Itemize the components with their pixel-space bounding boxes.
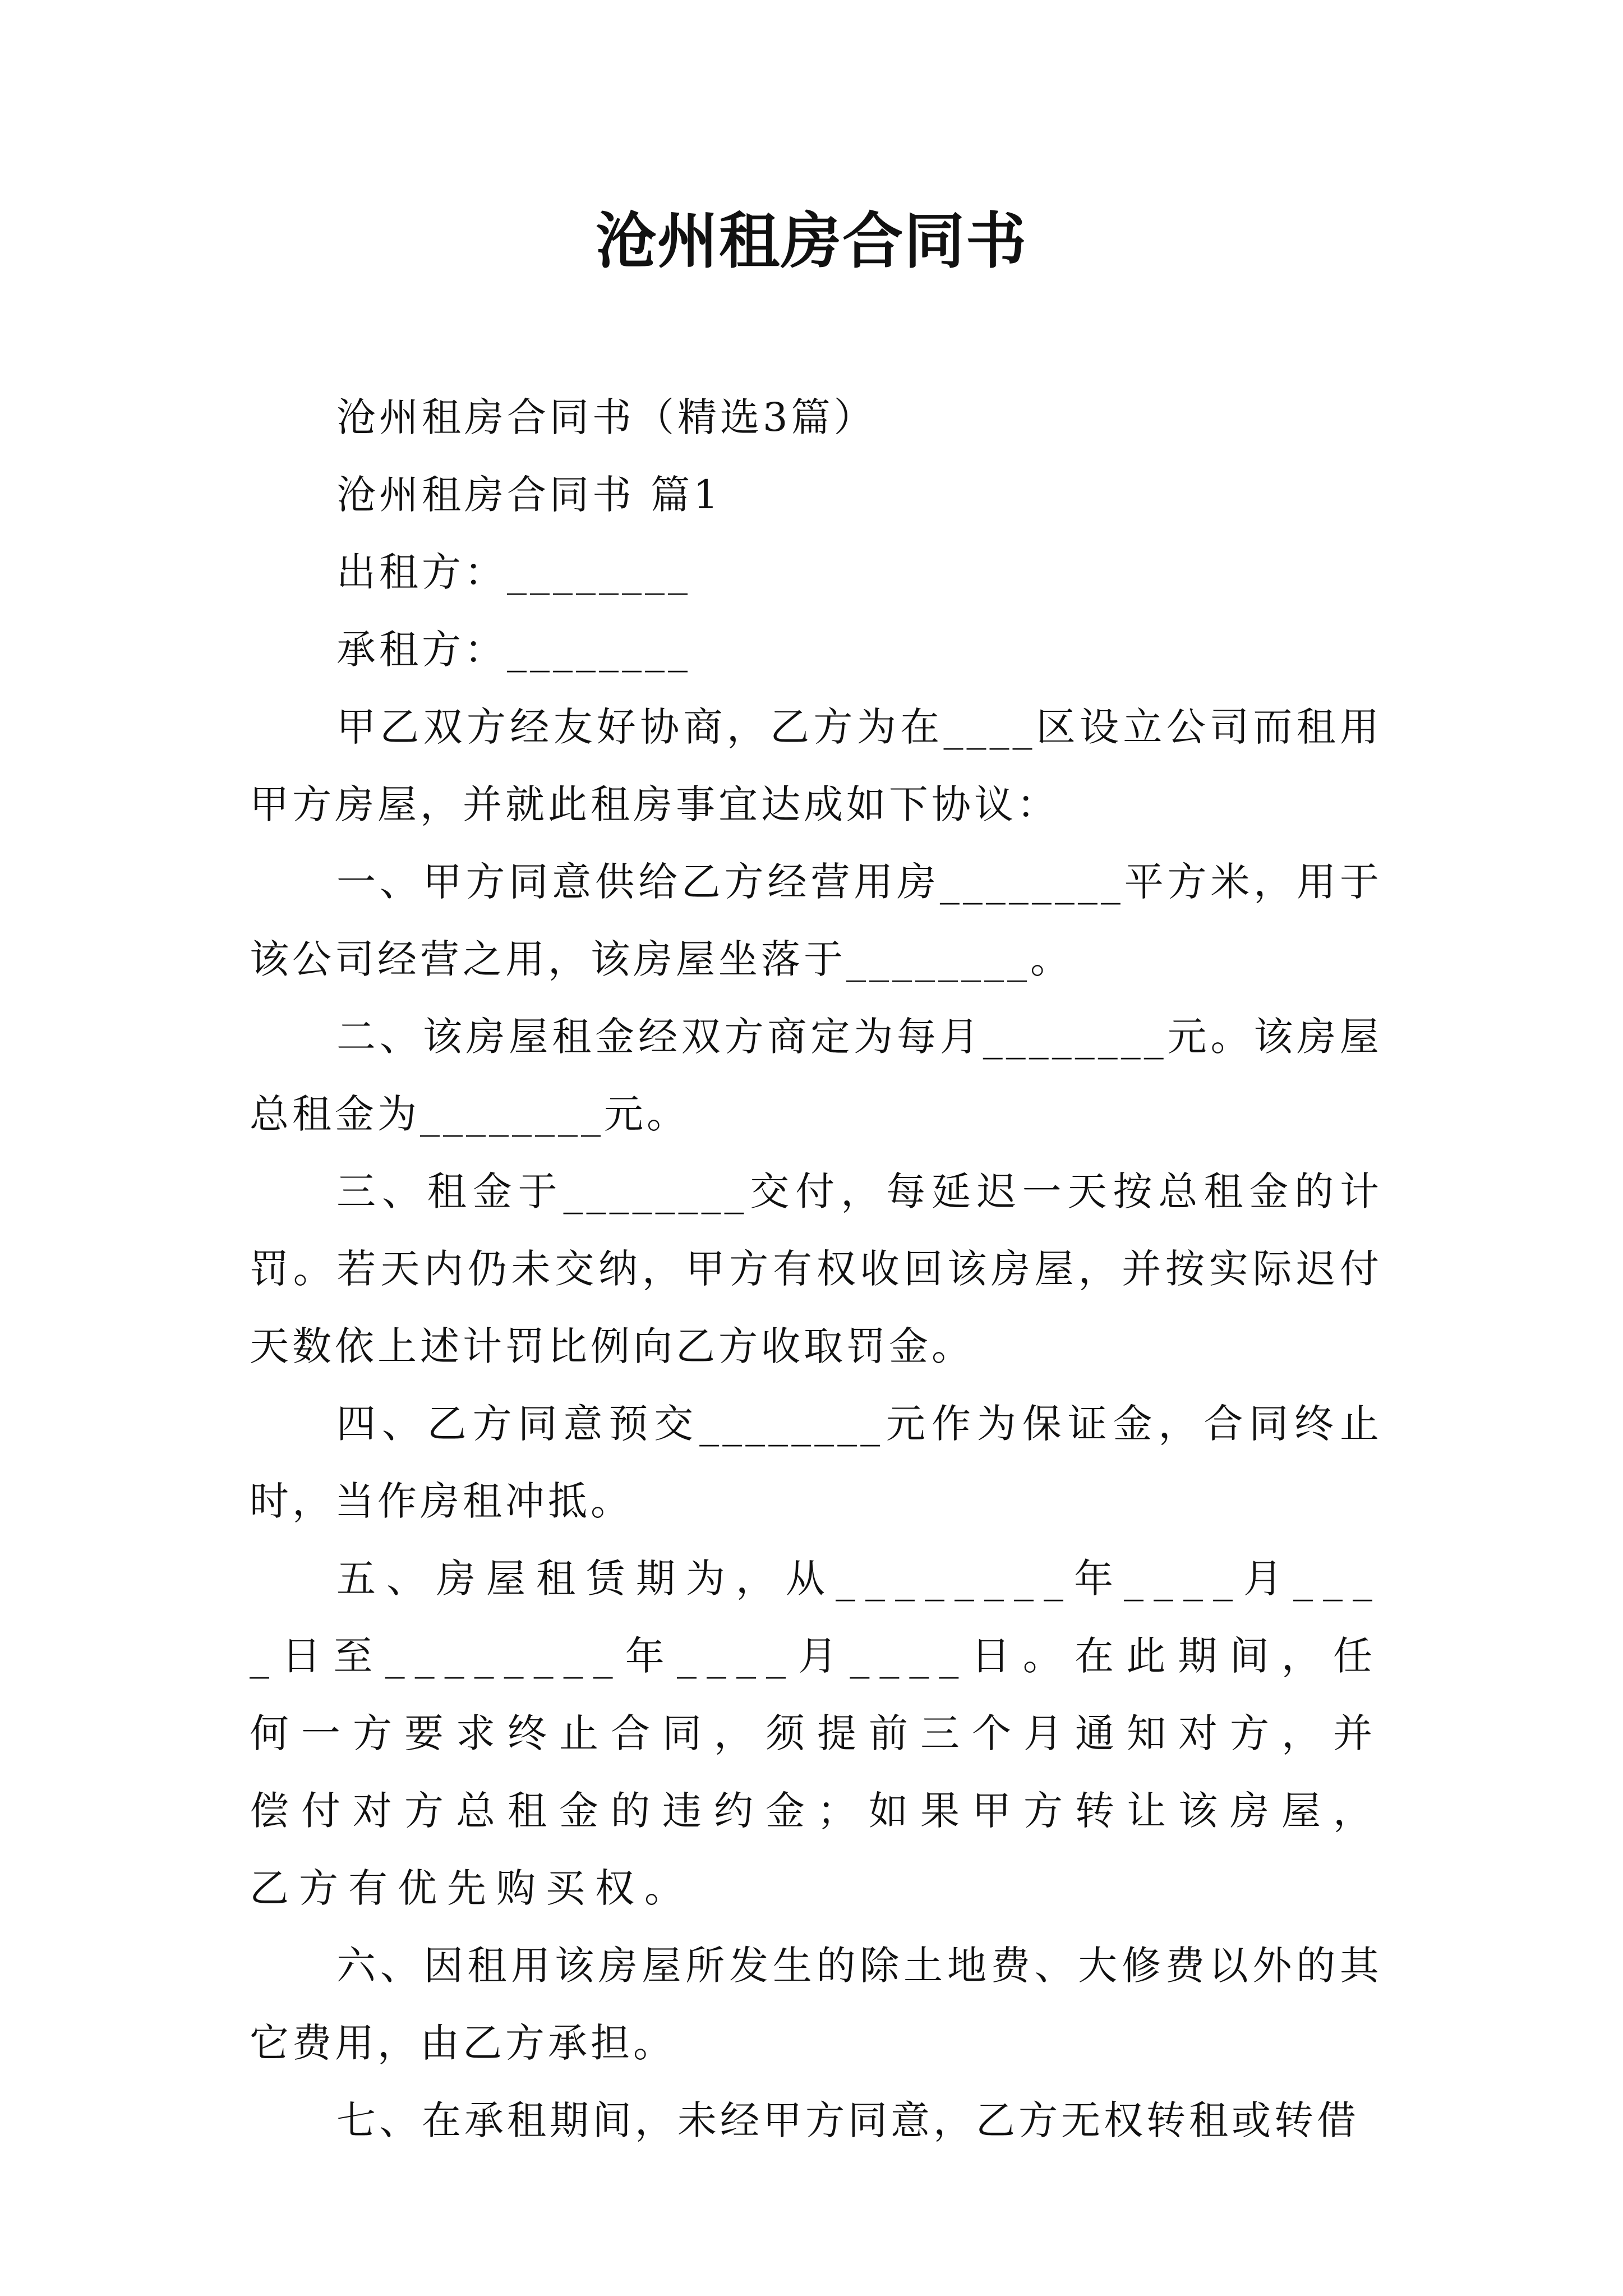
- clause-6: 六、因租用该房屋所发生的除土地费、大修费以外的其它费用，由乙方承担。: [250, 1943, 1382, 2066]
- clause-5: 五、房屋租赁期为，从________年____月____日至________年____月____日。在此期间，任何一方要求终止合同，须提前三个月通知对方，并偿付对方总租金的违约金；如果甲方转让该房屋，乙方有优先购买权。: [250, 1556, 1382, 1911]
- document-body: [250, 379, 1382, 2159]
- subtitle-paragraph: 沧州租房合同书（精选3篇）: [336, 394, 877, 440]
- clause-1: 一、甲方同意供给乙方经营用房________平方米，用于该公司经营之用，该房屋坐落于________。: [250, 859, 1382, 982]
- document-title: 沧州租房合同书: [595, 206, 1027, 277]
- clause-3: 三、租金于________交付，每延迟一天按总租金的计罚。若天内仍未交纳，甲方有权收回该房屋，并按实际迟付天数依上述计罚比例向乙方收取罚金。: [250, 1168, 1382, 1369]
- preamble-paragraph: 甲乙双方经友好协商，乙方为在____区设立公司而租用甲方房屋，并就此租房事宜达成如下协议：: [250, 704, 1382, 827]
- clause-4: 四、乙方同意预交________元作为保证金，合同终止时，当作房租冲抵。: [250, 1401, 1382, 1524]
- lessee-line: 承租方：________: [336, 627, 691, 673]
- clause-7: 七、在承租期间，未经甲方同意，乙方无权转租或转借: [336, 2097, 1359, 2143]
- clause-2: 二、该房屋租金经双方商定为每月________元。该房屋总租金为________元。: [250, 1014, 1382, 1137]
- lessor-line: 出租方：________: [336, 549, 691, 595]
- section-heading: 沧州租房合同书 篇1: [336, 472, 722, 518]
